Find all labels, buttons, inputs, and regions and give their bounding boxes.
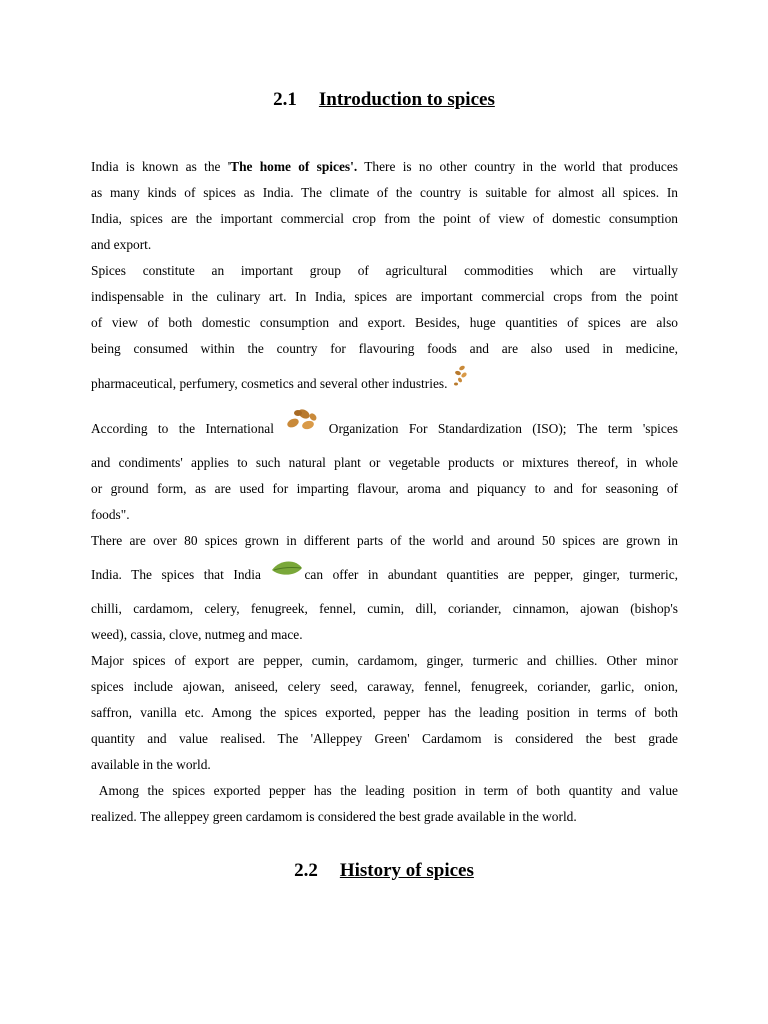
section-number: 2.2 (294, 860, 318, 881)
text-line: India, spices are the important commercial crop from the point of view of domestic consumption (91, 211, 678, 226)
paragraph-6 (91, 778, 678, 830)
text-line: available in the world. (91, 757, 211, 772)
text-line: chilli, cardamom, celery, fenugreek, fennel, cumin, dill, coriander, cinnamon, ajowan (bishop's (91, 601, 678, 616)
text-line: or ground form, as are used for imparting flavour, aroma and piquancy to and for seasoning of (91, 481, 678, 496)
text-line: quantity and value realised. The 'Alleppey Green' Cardamom is considered the best grade (91, 731, 678, 746)
paragraph-4 (91, 528, 678, 648)
text-line: foods". (91, 507, 130, 522)
text-line: as many kinds of spices as India. The climate of the country is suitable for almost all spices. In (91, 185, 678, 200)
text-line: India. The spices that India can offer in abundant quantities are pepper, ginger, turmeric, (91, 554, 678, 596)
paragraph-2 (91, 258, 678, 405)
paragraph-5 (91, 648, 678, 778)
body-text (91, 154, 678, 830)
text-line: and export. (91, 237, 152, 252)
text-line: According to the International Organization For Standardization (ISO); The term 'spices (91, 405, 678, 450)
text-line: weed), cassia, clove, nutmeg and mace. (91, 627, 303, 642)
text-line: pharmaceutical, perfumery, cosmetics and several other industries. (91, 362, 678, 405)
text-line: Spices constitute an important group of agricultural commodities which are virtually (91, 263, 678, 278)
section-title: Introduction to spices (318, 89, 495, 110)
text-line: There are over 80 spices grown in different parts of the world and around 50 spices are grown in (91, 533, 678, 548)
almond-seeds-icon (284, 405, 318, 450)
text-line: spices include ajowan, aniseed, celery seed, caraway, fennel, fenugreek, coriander, garlic, onion, (91, 679, 678, 694)
paragraph-1 (91, 154, 678, 258)
section-title: History of spices (339, 860, 474, 881)
text-line: and condiments' applies to such natural plant or vegetable products or mixtures thereof, in whole (91, 455, 678, 470)
text-line: being consumed within the country for flavouring foods and are also used in medicine, (91, 341, 678, 356)
text-line: of view of both domestic consumption and export. Besides, huge quantities of spices are also (91, 315, 678, 330)
text-line: Among the spices exported pepper has the leading position in term of both quantity and value (91, 783, 678, 798)
bold-phrase: The home of spices'. (230, 159, 358, 174)
paragraph-3 (91, 405, 678, 528)
section-heading-history (0, 860, 768, 882)
text-line: indispensable in the culinary art. In India, spices are important commercial crops from the point (91, 289, 678, 304)
text-line: realized. The alleppey green cardamom is considered the best grade available in the world. (91, 809, 577, 824)
text-line: India is known as the 'The home of spices'. There is no other country in the world that produces (91, 159, 678, 174)
text-line: Major spices of export are pepper, cumin, cardamom, ginger, turmeric and chillies. Other minor (91, 653, 678, 668)
section-heading-intro (0, 89, 768, 111)
cumin-seeds-icon (451, 362, 469, 405)
text-line: saffron, vanilla etc. Among the spices exported, pepper has the leading position in terms of both (91, 705, 678, 720)
bay-leaf-icon (270, 554, 304, 596)
section-number: 2.1 (273, 89, 297, 110)
